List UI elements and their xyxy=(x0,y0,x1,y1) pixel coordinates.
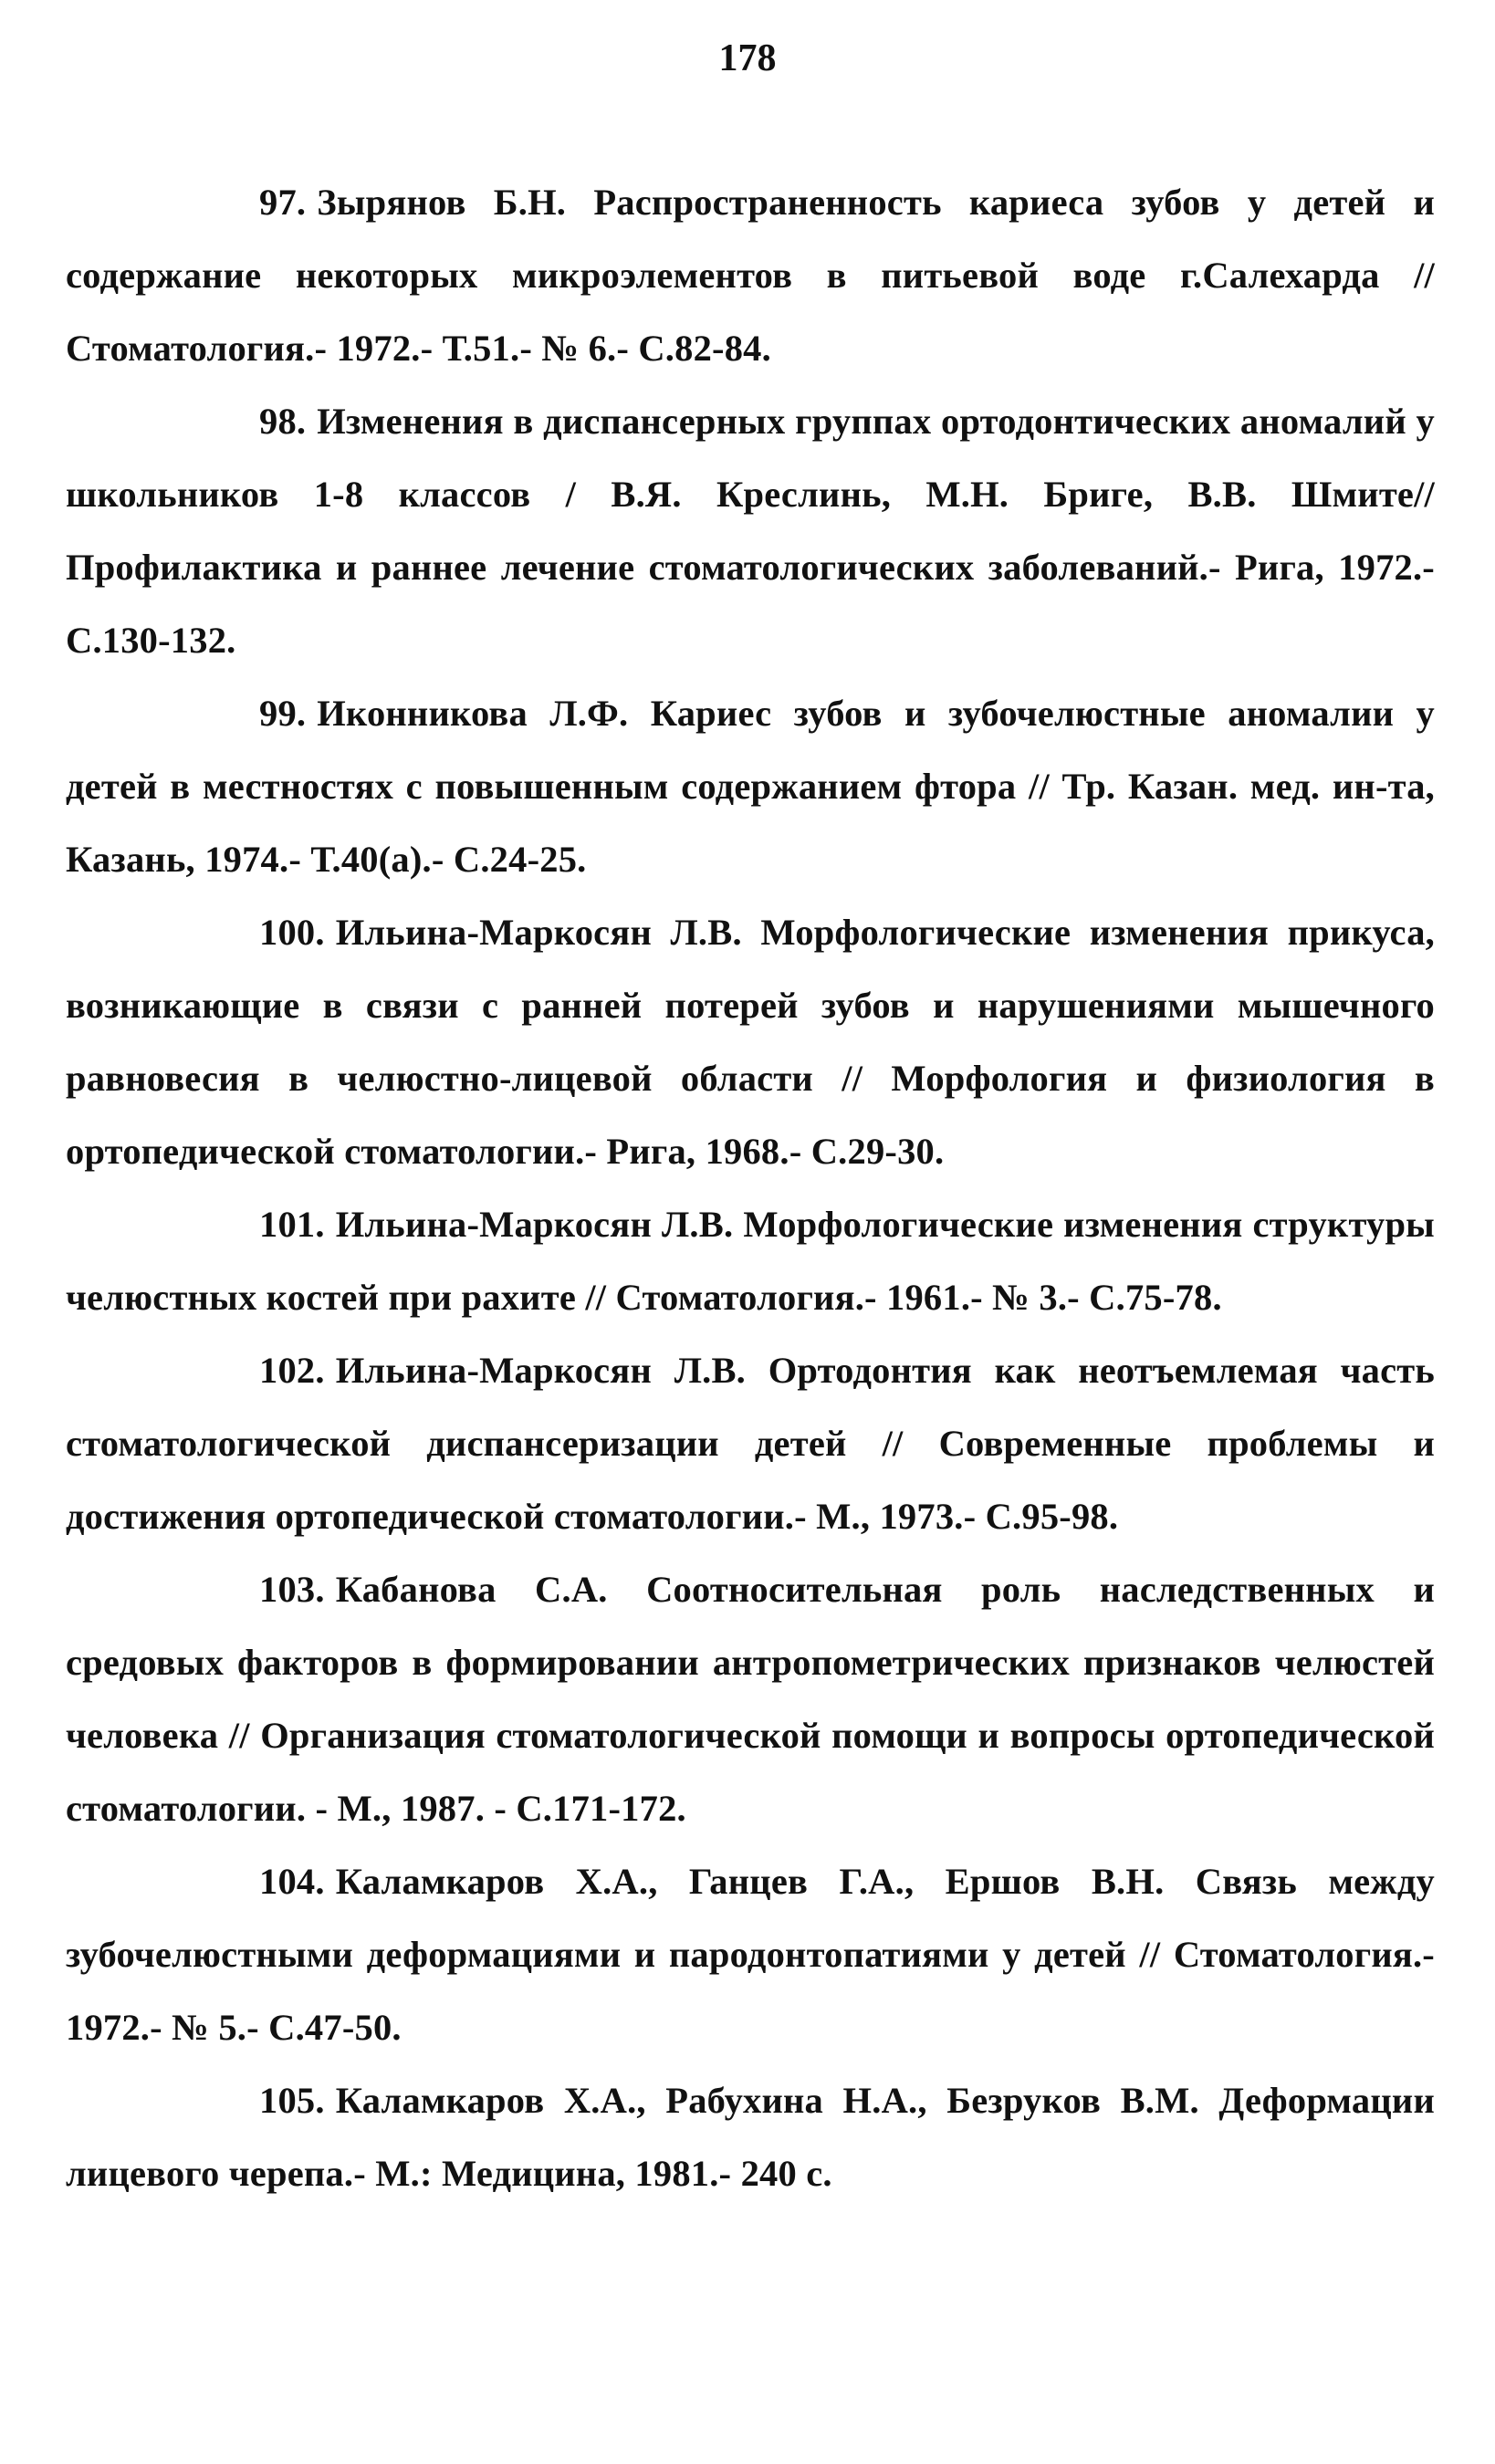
page-number: 178 xyxy=(718,37,777,79)
reference-number: 103. xyxy=(259,1569,325,1610)
reference-item xyxy=(66,385,1435,677)
reference-text: Каламкаров Х.А., Ганцев Г.А., Ершов В.Н. Связь между зубочелюстными деформациями и пародонтопатиями у детей // Стоматология.- 1972.- № 5.- С.47-50. xyxy=(66,1861,1435,2048)
reference-number: 100. xyxy=(259,912,325,953)
reference-number: 99. xyxy=(259,693,307,734)
reference-text: Зырянов Б.Н. Распространенность кариеса зубов у детей и содержание некоторых микроэлементов в питьевой воде г.Салехарда // Стоматология.- 1972.- Т.51.- № 6.- С.82-84. xyxy=(66,182,1435,369)
reference-number: 102. xyxy=(259,1350,325,1391)
reference-item xyxy=(66,1845,1435,2064)
reference-item xyxy=(66,2064,1435,2210)
reference-number: 101. xyxy=(259,1204,325,1245)
reference-number: 104. xyxy=(259,1861,325,1902)
reference-item xyxy=(66,896,1435,1188)
reference-text: Кабанова С.А. Соотносительная роль наследственных и средовых факторов в формировании антропометрических признаков челюстей человека // Организация стоматологической помощи и вопросы ортопедической стоматологии. - М., 1987. - С.171-172. xyxy=(66,1569,1435,1829)
reference-number: 98. xyxy=(259,401,307,442)
reference-text: Ильина-Маркосян Л.В. Морфологические изменения структуры челюстных костей при рахите // Стоматология.- 1961.- № 3.- С.75-78. xyxy=(66,1204,1435,1318)
reference-text: Изменения в диспансерных группах ортодонтических аномалий у школьников 1-8 классов / В.Я. Креслинь, М.Н. Бриге, В.В. Шмите// Профилактика и раннее лечение стоматологических заболеваний.- Рига, 1972.- С.130-132. xyxy=(66,401,1435,661)
reference-text: Каламкаров Х.А., Рабухина Н.А., Безруков В.М. Деформации лицевого черепа.- М.: Медицина, 1981.- 240 с. xyxy=(66,2080,1435,2194)
reference-list xyxy=(66,166,1435,2210)
reference-text: Ильина-Маркосян Л.В. Морфологические изменения прикуса, возникающие в связи с ранней потерей зубов и нарушениями мышечного равновесия в челюстно-лицевой области // Морфология и физиология в ортопедической стоматологии.- Рига, 1968.- С.29-30. xyxy=(66,912,1435,1172)
reference-number: 105. xyxy=(259,2080,325,2121)
reference-item xyxy=(66,166,1435,385)
reference-number: 97. xyxy=(259,182,307,223)
reference-text: Ильина-Маркосян Л.В. Ортодонтия как неотъемлемая часть стоматологической диспансеризации детей // Современные проблемы и достижения ортопедической стоматологии.- М., 1973.- С.95-98. xyxy=(66,1350,1435,1537)
reference-item xyxy=(66,1334,1435,1553)
reference-item xyxy=(66,1188,1435,1334)
reference-text: Иконникова Л.Ф. Кариес зубов и зубочелюстные аномалии у детей в местностях с повышенным содержанием фтора // Тр. Казан. мед. ин-та, Казань, 1974.- Т.40(а).- С.24-25. xyxy=(66,693,1435,880)
reference-item xyxy=(66,1553,1435,1845)
reference-item xyxy=(66,677,1435,896)
